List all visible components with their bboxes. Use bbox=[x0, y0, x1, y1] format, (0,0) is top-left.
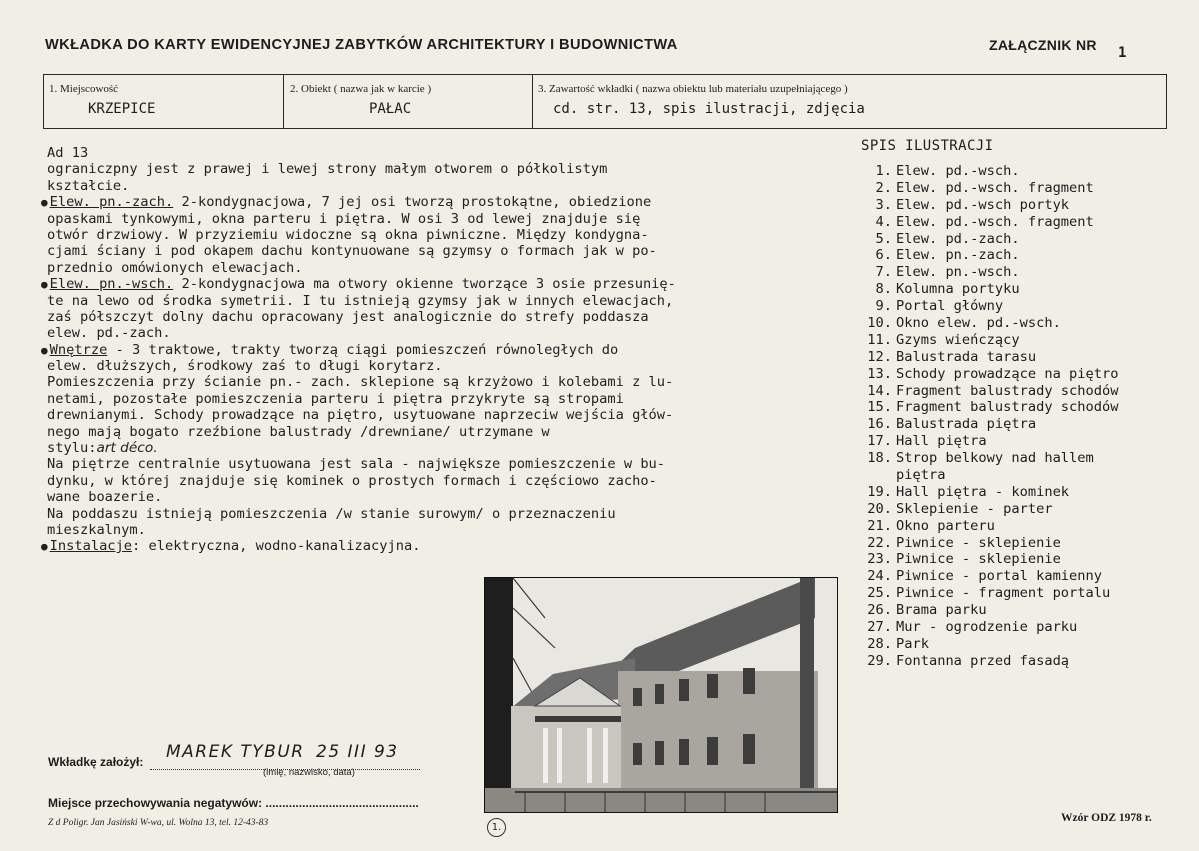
illustration-number: 24. bbox=[867, 568, 892, 585]
illustration-item bbox=[848, 467, 1119, 484]
illustration-number: 16. bbox=[867, 416, 892, 433]
text-line bbox=[47, 440, 676, 456]
illustration-number: 21. bbox=[867, 517, 892, 534]
text-line: mieszkalnym. bbox=[47, 521, 146, 538]
illustration-title: Sklepienie - parter bbox=[896, 500, 1053, 517]
founder-label: Wkładkę założył: bbox=[48, 755, 144, 769]
illustration-number: 19. bbox=[867, 483, 892, 500]
illustration-item bbox=[848, 247, 1119, 264]
text-span: 2-kondygnacjowa, 7 jej osi tworzą prostokątne, obiedzione bbox=[173, 194, 652, 211]
text-line: elew. pd.-zach. bbox=[47, 325, 171, 342]
text-line bbox=[41, 341, 676, 358]
text-line bbox=[41, 538, 676, 555]
illustration-number: 11. bbox=[867, 331, 892, 348]
illustration-item bbox=[848, 450, 1119, 467]
illustration-item bbox=[848, 332, 1119, 349]
illustration-item bbox=[848, 214, 1119, 231]
illustration-title: Fragment balustrady schodów bbox=[896, 382, 1119, 399]
text-line: Ad 13 bbox=[47, 145, 89, 161]
illustration-item bbox=[848, 602, 1119, 619]
field-value-object: PAŁAC bbox=[369, 101, 412, 117]
illustration-item bbox=[848, 366, 1119, 383]
illustration-item bbox=[848, 619, 1119, 636]
founder-caption: (imię, nazwisko, data) bbox=[263, 767, 355, 778]
illustration-title: Piwnice - portal kamienny bbox=[896, 568, 1103, 585]
illustration-item bbox=[848, 568, 1119, 585]
attachment-label: ZAŁĄCZNIK NR bbox=[989, 37, 1097, 53]
field-divider bbox=[283, 74, 284, 129]
illustration-number: 13. bbox=[867, 365, 892, 382]
field-label-object: 2. Obiekt ( nazwa jak w karcie ) bbox=[290, 83, 432, 95]
photo-number: 1. bbox=[487, 818, 506, 837]
illustration-title: Elew. pn.-wsch. bbox=[896, 264, 1020, 281]
text-line: netami, pozostałe pomieszczenia parteru i piętra przykryte są stropami bbox=[47, 390, 624, 407]
text-line: dynku, w której znajduje się kominek o prostych formach i częściowo zacho- bbox=[47, 472, 657, 489]
illustration-title: Elew. pd.-wsch portyk bbox=[896, 196, 1070, 213]
field-value-contents: cd. str. 13, spis ilustracji, zdjęcia bbox=[553, 101, 865, 117]
illustration-item bbox=[848, 197, 1119, 214]
illustration-title: Fontanna przed fasadą bbox=[896, 652, 1070, 669]
illustration-number: 2. bbox=[875, 179, 892, 196]
illustration-number: 10. bbox=[867, 315, 892, 332]
illustration-title: Kolumna portyku bbox=[896, 281, 1020, 298]
text-line bbox=[41, 276, 676, 293]
illustration-number: 3. bbox=[875, 196, 892, 213]
illustration-item bbox=[848, 585, 1119, 602]
illustration-number: 15. bbox=[867, 399, 892, 416]
illustration-number: 29. bbox=[867, 652, 892, 669]
text-line: otwór drzwiowy. W przyziemiu widoczne są okna piwniczne. Między kondygna- bbox=[47, 226, 649, 243]
bullet-icon: ● bbox=[41, 196, 48, 210]
description-text bbox=[41, 145, 676, 555]
illustration-number: 27. bbox=[867, 619, 892, 636]
text-line: cjami ściany i pod okapem dachu kontynuowane są gzymsy o formach jak w po- bbox=[47, 243, 657, 260]
illustration-number: 20. bbox=[867, 500, 892, 517]
illustration-item bbox=[848, 298, 1119, 315]
illustration-number: 7. bbox=[875, 264, 892, 281]
illustration-number: 22. bbox=[867, 534, 892, 551]
illustration-number: 9. bbox=[875, 298, 892, 315]
illustration-item bbox=[848, 281, 1119, 298]
illustration-title: Okno elew. pd.-wsch. bbox=[896, 315, 1061, 332]
founder-date: 25 III 93 bbox=[316, 742, 399, 762]
section-heading: Wnętrze bbox=[49, 341, 108, 358]
form-title: WKŁADKA DO KARTY EWIDENCYJNEJ ZABYTKÓW ARCHITEKTURY I BUDOWNICTWA bbox=[45, 37, 678, 53]
illustration-number: 25. bbox=[867, 585, 892, 602]
illustration-title: Piwnice - sklepienie bbox=[896, 551, 1061, 568]
illustration-item bbox=[848, 636, 1119, 653]
field-label-contents: 3. Zawartość wkładki ( nazwa obiektu lub materiału uzupełniającego ) bbox=[538, 83, 848, 95]
text-line: kształcie. bbox=[47, 177, 130, 194]
illustrations-list bbox=[848, 163, 1119, 670]
illustration-item bbox=[848, 535, 1119, 552]
illustration-title: Balustrada piętra bbox=[896, 416, 1037, 433]
bullet-icon: ● bbox=[41, 540, 48, 554]
illustration-item bbox=[848, 653, 1119, 670]
illustration-title: Gzyms wieńczący bbox=[896, 331, 1020, 348]
illustration-title: Park bbox=[896, 635, 929, 652]
illustration-number: 8. bbox=[875, 281, 892, 298]
text-line bbox=[41, 194, 676, 211]
text-line: opaskami tynkowymi, okna parteru i piętra. W osi 3 od lewej znajduje się bbox=[47, 210, 641, 227]
illustration-title: Elew. pd.-zach. bbox=[896, 230, 1020, 247]
illustration-item bbox=[848, 501, 1119, 518]
text-line: nego mają bogato rzeźbione balustrady /drewniane/ utrzymane w bbox=[47, 423, 550, 440]
illustration-title: Elew. pd.-wsch. fragment bbox=[896, 179, 1094, 196]
palace-photo-image bbox=[485, 578, 837, 812]
printer-imprint: Z d Poligr. Jan Jasiński W-wa, ul. Wolna 13, tel. 12-43-83 bbox=[48, 818, 269, 828]
bullet-icon: ● bbox=[41, 278, 48, 292]
field-value-locality: KRZEPICE bbox=[88, 101, 156, 117]
illustration-title: Portal główny bbox=[896, 298, 1004, 315]
illustration-item bbox=[848, 416, 1119, 433]
illustration-item bbox=[848, 163, 1119, 180]
field-divider bbox=[532, 74, 533, 129]
palace-photo bbox=[484, 577, 838, 813]
illustration-number: 4. bbox=[875, 213, 892, 230]
illustration-title: piętra bbox=[896, 467, 946, 484]
attachment-number: 1 bbox=[1118, 45, 1127, 61]
illustration-title: Schody prowadzące na piętro bbox=[896, 365, 1119, 382]
illustration-title: Strop belkowy nad hallem bbox=[896, 450, 1094, 467]
illustration-number: 23. bbox=[867, 551, 892, 568]
text-span: 2-kondygnacjowa ma otwory okienne tworzące 3 osie przesunię- bbox=[173, 276, 676, 293]
handwritten-note: art déco. bbox=[96, 440, 158, 457]
illustration-item bbox=[848, 231, 1119, 248]
text-line: Pomieszczenia przy ścianie pn.- zach. sklepione są krzyżowo i kolebami z lu- bbox=[47, 374, 674, 391]
illustration-number: 28. bbox=[867, 635, 892, 652]
text-line: Na poddaszu istnieją pomieszczenia /w stanie surowym/ o przeznaczeniu bbox=[47, 505, 616, 522]
text-line: Na piętrze centralnie usytuowana jest sala - największe pomieszczenie w bu- bbox=[47, 456, 666, 473]
text-span: - 3 traktowe, trakty tworzą ciągi pomieszczeń równoległych do bbox=[107, 341, 619, 358]
illustration-item bbox=[848, 433, 1119, 450]
illustration-title: Hall piętra bbox=[896, 433, 987, 450]
bullet-icon: ● bbox=[41, 343, 48, 357]
illustration-item bbox=[848, 180, 1119, 197]
section-heading: Elew. pn.-zach. bbox=[49, 194, 174, 211]
text-line: wane boazerie. bbox=[47, 489, 163, 506]
illustration-number: 17. bbox=[867, 433, 892, 450]
text-line: te na lewo od środka symetrii. I tu istnieją gzymsy jak w innych elewacjach, bbox=[47, 292, 674, 309]
illustration-title: Elew. pd.-wsch. fragment bbox=[896, 213, 1094, 230]
illustration-item bbox=[848, 484, 1119, 501]
illustration-number: 18. bbox=[867, 450, 892, 467]
illustration-number: 26. bbox=[867, 602, 892, 619]
text-line: zaś półszczyt dolny dachu opracowany jest analogicznie do strefy poddasza bbox=[47, 308, 649, 325]
illustration-number: 14. bbox=[867, 382, 892, 399]
illustration-item bbox=[848, 349, 1119, 366]
illustration-title: Elew. pd.-wsch. bbox=[896, 163, 1020, 179]
illustration-title: Okno parteru bbox=[896, 517, 995, 534]
text-line: elew. dłuższych, środkowy zaś to długi korytarz. bbox=[47, 358, 443, 375]
text-line: przednio omówionych elewacjach. bbox=[47, 259, 303, 276]
section-heading: Elew. pn.-wsch. bbox=[49, 276, 174, 293]
illustration-number: 6. bbox=[875, 247, 892, 264]
field-label-locality: 1. Miejscowość bbox=[49, 83, 119, 95]
illustrations-list-title: SPIS ILUSTRACJI bbox=[861, 138, 994, 154]
illustration-title: Piwnice - fragment portalu bbox=[896, 585, 1111, 602]
illustration-title: Hall piętra - kominek bbox=[896, 483, 1070, 500]
illustration-item bbox=[848, 383, 1119, 400]
illustration-title: Balustrada tarasu bbox=[896, 348, 1037, 365]
illustration-number: 12. bbox=[867, 348, 892, 365]
illustration-item bbox=[848, 399, 1119, 416]
illustration-item bbox=[848, 315, 1119, 332]
illustration-title: Piwnice - sklepienie bbox=[896, 534, 1061, 551]
text-line: drewnianymi. Schody prowadzące na piętro, usytuowane naprzeciw wejścia głów- bbox=[47, 407, 674, 424]
form-code: Wzór ODZ 1978 r. bbox=[1061, 812, 1152, 824]
illustration-title: Elew. pn.-zach. bbox=[896, 247, 1020, 264]
text-span: stylu: bbox=[47, 440, 97, 457]
illustration-title: Brama parku bbox=[896, 602, 987, 619]
illustration-number: 1. bbox=[875, 163, 892, 179]
text-span: : elektryczna, wodno-kanalizacyjna. bbox=[132, 538, 421, 555]
illustration-title: Mur - ogrodzenie parku bbox=[896, 619, 1078, 636]
illustration-item bbox=[848, 264, 1119, 281]
illustration-item bbox=[848, 518, 1119, 535]
illustration-item bbox=[848, 551, 1119, 568]
text-line: ograniczpny jest z prawej i lewej strony małym otworem o półkolistym bbox=[47, 161, 608, 178]
section-heading: Instalacje bbox=[49, 538, 133, 555]
illustration-title: Fragment balustrady schodów bbox=[896, 399, 1119, 416]
founder-name: MAREK TYBUR bbox=[166, 742, 305, 762]
negatives-location-label: Miejsce przechowywania negatywów: .............................................. bbox=[48, 796, 419, 810]
illustration-number: 5. bbox=[875, 230, 892, 247]
